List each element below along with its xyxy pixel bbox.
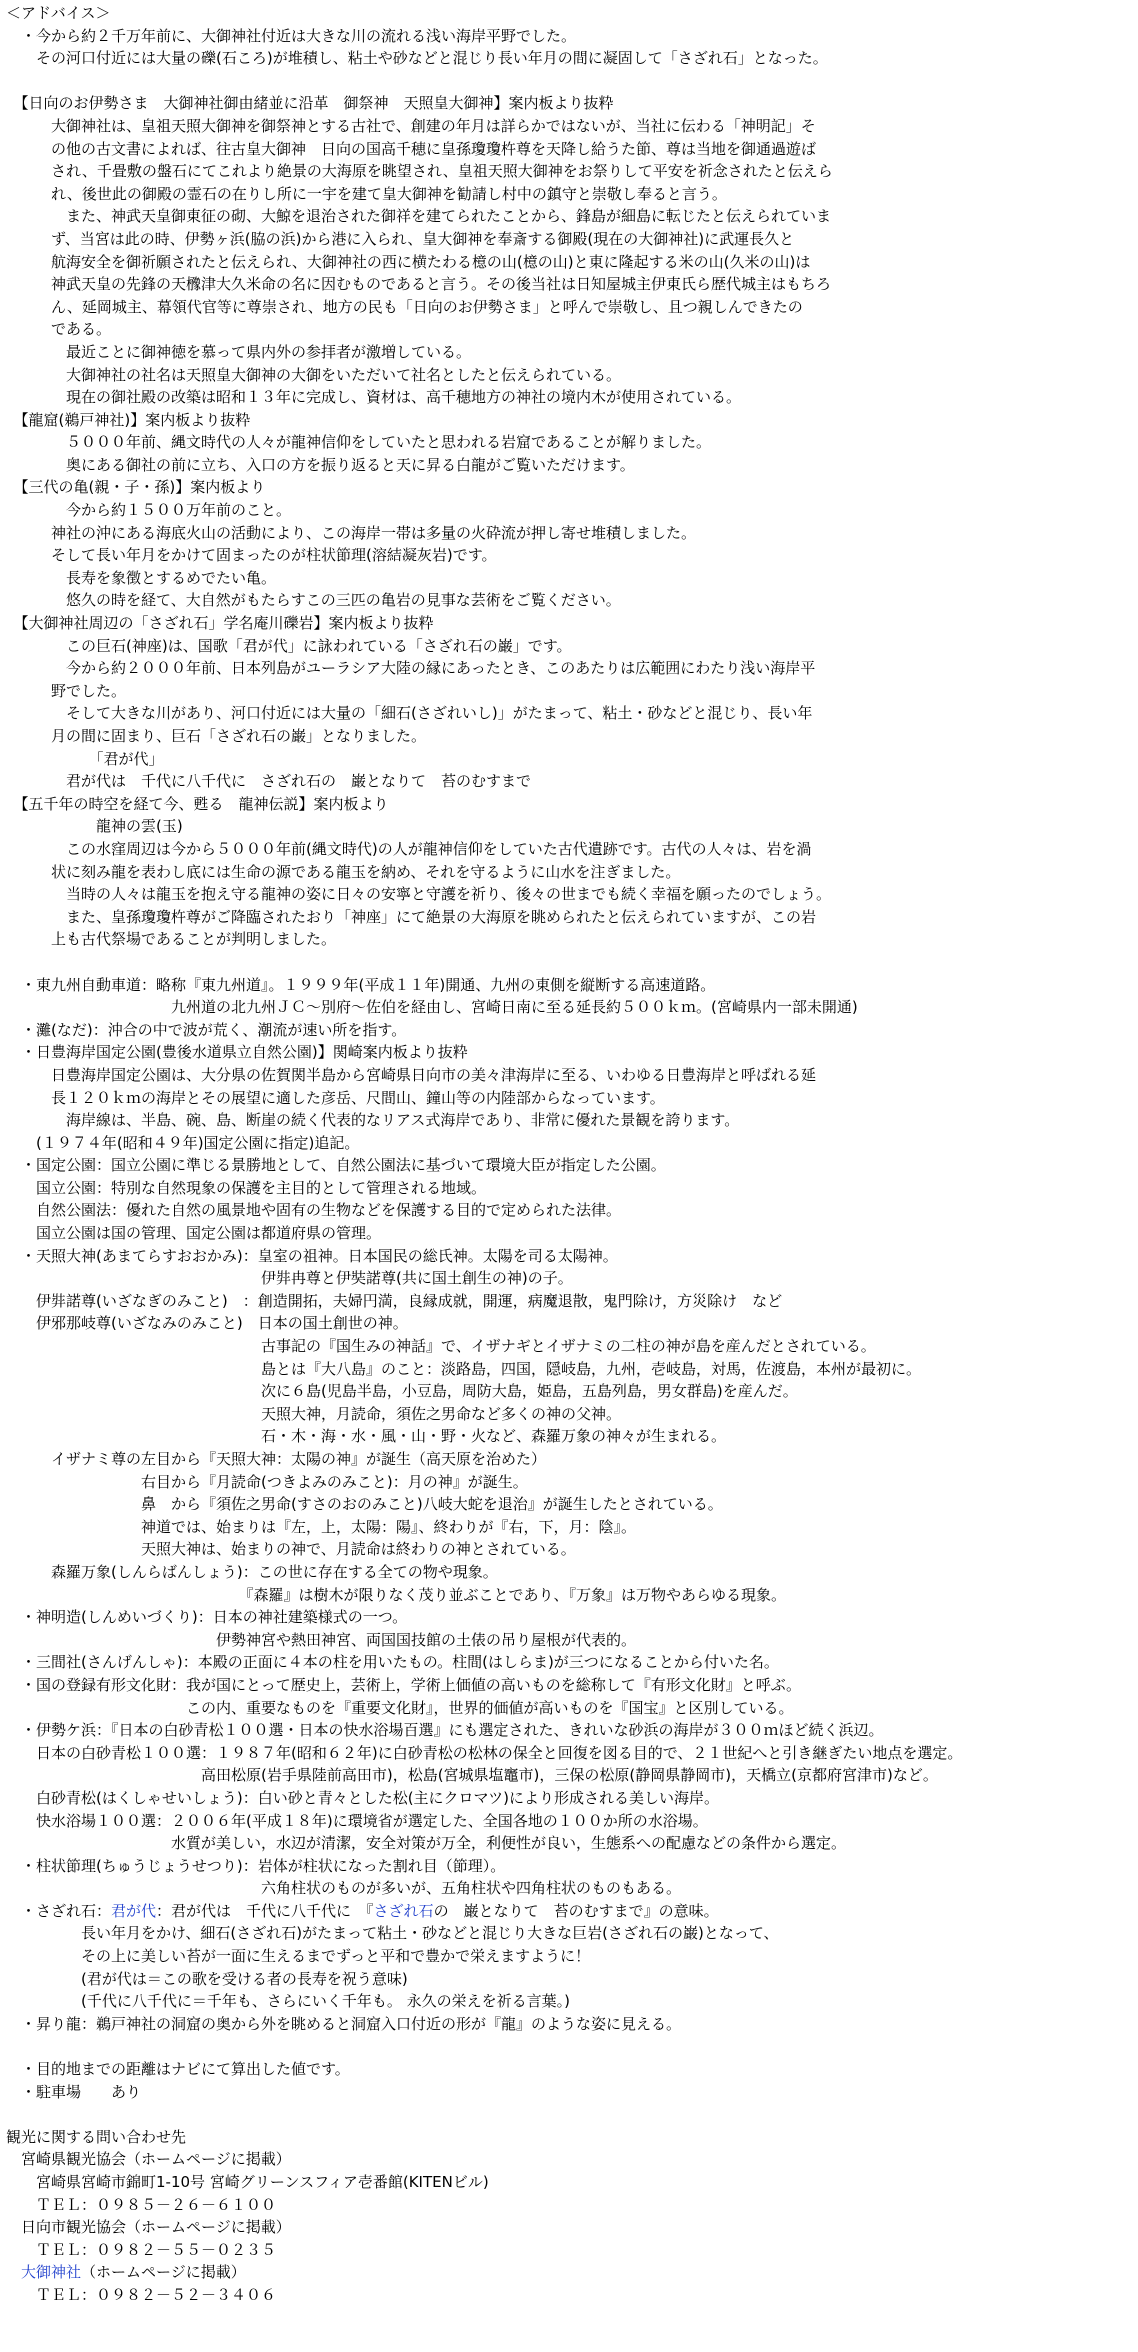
- text-line: 長１２０ｋｍの海岸とその展望に適した彦岳、尺間山、鐘山等の内陸部からなっています。: [6, 1088, 665, 1107]
- text-line: 君が代は 千代に八千代に さざれ石の 巌となりて 苔のむすまで: [6, 772, 532, 791]
- text-line: そして大きな川があり、河口付近には大量の「細石(さざれいし)」がたまって、粘土・砂などと混じり、長い年: [6, 704, 813, 723]
- indent: [6, 2263, 21, 2281]
- text-line: (１９７４年(昭和４９年)国定公園に指定)追記。: [6, 1133, 360, 1152]
- text-line: 伊弉諾尊(いざなぎのみこと) ：創造開拓，夫婦円満，良縁成就，開運，病魔退散，鬼門除け，方災除け など: [6, 1291, 783, 1310]
- text-line: 『森羅』は樹木が限りなく茂り並ぶことであり、『万象』は万物やあらゆる現象。: [6, 1585, 787, 1604]
- blank-line: [6, 2103, 1126, 2126]
- text-line: 島とは『大八島』のこと：淡路島，四国，隠岐島，九州，壱岐島，対馬，佐渡島，本州が最初に。: [6, 1359, 922, 1378]
- text-line: 神武天皇の先鋒の天櫲津大久米命の名に因むものであると言う。その後当社は日知屋城主伊東氏ら歴代城主はもちろ: [6, 275, 832, 294]
- text-line: また、皇孫瓊瓊杵尊がご降臨されたおり「神座」にて絶景の大海原を眺められたと伝えられていますが、この岩: [6, 907, 817, 926]
- text-line: 日豊海岸国定公園は、大分県の佐賀関半島から宮崎県日向市の美々津海岸に至る、いわゆる日豊海岸と呼ばれる延: [6, 1065, 817, 1084]
- text-line: 石・木・海・水・風・山・野・火など、森羅万象の神々が生まれる。: [6, 1427, 727, 1446]
- text-line: 現在の御社殿の改築は昭和１３年に完成し、資材は、高千穂地方の神社の境内木が使用されている。: [6, 388, 742, 407]
- text-line: 水質が美しい，水辺が清潔，安全対策が万全，利便性が良い，生態系への配慮などの条件から選定。: [6, 1834, 847, 1853]
- text-line: ＜アドバイス＞: [6, 4, 111, 22]
- text-line: 右目から『月読命(つきよみのみこと)：月の神』が誕生。: [6, 1472, 528, 1491]
- text-line: 奥にある御社の前に立ち、入口の方を振り返ると天に昇る白龍がご覧いただけます。: [6, 455, 635, 474]
- text-line: 森羅万象(しんらばんしょう)：この世に存在する全ての物や現象。: [6, 1562, 498, 1581]
- text-line: ・伊勢ケ浜：『日本の白砂青松１００選・日本の快水浴場百選』にも選定された、きれいな砂浜の海岸が３００ｍほど続く浜辺。: [6, 1721, 884, 1740]
- text-line: 大御神社の社名は天照皇大御神の大御をいただいて社名としたと伝えられている。: [6, 365, 622, 384]
- text-line: 国立公園：特別な自然現象の保護を主目的として管理される地域。: [6, 1178, 487, 1197]
- text-line: である。: [6, 320, 112, 339]
- text-line: (千代に八千代に＝千年も、さらにいく千年も。 永久の栄えを祈る言葉。): [6, 1992, 570, 2011]
- text-line: の他の古文書によれば、往古皇大御神 日向の国高千穂に皇孫瓊瓊杵尊を天降し給うた節、尊は当地を御通過遊ば: [6, 139, 817, 158]
- text-line: 【龍窟(鵜戸神社)】案内板より抜粋: [6, 410, 251, 429]
- text-line: ん、延岡城主、幕領代官等に尊崇され、地方の民も「日向のお伊勢さま」と呼んで崇敬し、且つ親しんできたの: [6, 297, 803, 316]
- blank-line: [6, 2035, 1126, 2058]
- text-line: ず、当宮は此の時、伊勢ヶ浜(脇の浜)から港に入られ、皇大御神を奉斎する御殿(現在の大御神社)に武運長久と: [6, 229, 795, 248]
- text-line: 日向市観光協会（ホームページに掲載）: [6, 2218, 291, 2237]
- text-line: ・駐車場 あり: [6, 2082, 142, 2101]
- text-line: 【五千年の時空を経て今、甦る 龍神伝説】案内板より: [6, 794, 389, 813]
- text-line: 大御神社は、皇祖天照大御神を御祭神とする古社で、創建の年月は詳らかではないが、当社に伝わる「神明記」そ: [6, 116, 816, 135]
- text-line: そして長い年月をかけて固まったのが柱状節理(溶結凝灰岩)です。: [6, 546, 497, 565]
- text-line: この水窪周辺は今から５０００年前(縄文時代)の人が龍神信仰をしていた古代遺跡です。古代の人々は、岩を渦: [6, 839, 812, 858]
- text-line: ・今から約２千万年前に、大御神社付近は大きな川の流れる浅い海岸平野でした。: [6, 26, 577, 45]
- text-line: ・柱状節理(ちゅうじょうせつり)：岩体が柱状になった割れ目（節理）。: [6, 1856, 506, 1875]
- text-line: この巨石(神座)は、国歌「君が代」に詠われている「さざれ石の巌」です。: [6, 636, 572, 655]
- text-line: 【三代の亀(親・子・孫)】案内板より: [6, 478, 266, 497]
- text-line: 龍神の雲(玉): [6, 817, 183, 836]
- text-line: イザナミ尊の左目から『天照大神：太陽の神』が誕生（高天原を治めた）: [6, 1450, 547, 1468]
- text-line: 月の間に固まり、巨石「さざれ石の巌」となりました。: [6, 727, 427, 745]
- blank-line: [6, 70, 1126, 93]
- text-line: 自然公園法：優れた自然の風景地や固有の生物などを保護する目的で定められた法律。: [6, 1201, 622, 1220]
- text-line: ５０００年前、縄文時代の人々が龍神信仰をしていたと思われる岩窟であることが解りました。: [6, 433, 712, 452]
- sazare-text-2: の 巌となりて 苔のむすまで』の意味。: [433, 1901, 719, 1920]
- text-line: その上に美しい苔が一面に生えるまでずっと平和で豊かで栄えますように！: [6, 1947, 591, 1966]
- text-line: ・灘(なだ)：沖合の中で波が荒く、潮流が速い所を指す。: [6, 1020, 407, 1039]
- omikami-shrine-link[interactable]: 大御神社: [21, 2263, 82, 2282]
- text-line: また、神武天皇御東征の砌、大鯨を退治された御祥を建てられたことから、鋒島が細島に転じたと伝えられていま: [6, 207, 832, 226]
- text-line: 状に刻み龍を表わし底には生命の源である龍玉を納め、それを守るように山水を注ぎました。: [6, 862, 681, 881]
- text-line: 今から約１５００万年前のこと。: [6, 501, 292, 520]
- sazare-ishi-highlight: さざれ石: [373, 1901, 434, 1920]
- omikami-shrine-contact: [6, 2261, 1126, 2284]
- text-line: 鼻 から『須佐之男命(すさのおのみこと)八岐大蛇を退治』が誕生したとされている。: [6, 1495, 723, 1514]
- sazare-ishi-entry: [6, 1900, 1126, 1923]
- text-line: ・日豊海岸国定公園(豊後水道県立自然公園)】関崎案内板より抜粋: [6, 1043, 468, 1062]
- text-line: 宮崎県観光協会（ホームページに掲載）: [6, 2150, 291, 2169]
- text-line: 最近ことに御神徳を慕って県内外の参拝者が激増している。: [6, 342, 472, 361]
- text-line: 快水浴場１００選：２００６年(平成１８年)に環境省が選定した、全国各地の１００か所の水浴場。: [6, 1811, 708, 1830]
- text-line: 神道では、始まりは『左，上，太陽：陽』、終わりが『右，下，月：陰』。: [6, 1517, 637, 1536]
- text-line: 観光に関する問い合わせ先: [6, 2127, 187, 2146]
- text-line: ・国の登録有形文化財：我が国にとって歴史上，芸術上，学術上価値の高いものを総称して『有形文化財』と呼ぶ。: [6, 1675, 802, 1694]
- text-line: 次に６島(児島半島，小豆島，周防大島，姫島，五島列島，男女群島)を産んだ。: [6, 1382, 798, 1401]
- text-line: 国立公園は国の管理、国定公園は都道府県の管理。: [6, 1224, 382, 1243]
- text-line: 伊勢神宮や熱田神宮、両国国技館の土俵の吊り屋根が代表的。: [6, 1630, 637, 1649]
- text-line: ・目的地までの距離はナビにて算出した値です。: [6, 2060, 350, 2079]
- text-line: ・天照大神(あまてらすおおかみ)：皇室の祖神。日本国民の総氏神。太陽を司る太陽神。: [6, 1246, 618, 1265]
- text-line: 航海安全を御祈願されたと伝えられ、大御神社の西に横たわる檍の山(檍の山)と東に隆起する米の山(久米の山)は: [6, 252, 811, 271]
- advice-document: [6, 2, 1126, 2307]
- shrine-contact-note: （ホームページに掲載）: [81, 2263, 246, 2282]
- text-line: ・三間社(さんげんしゃ)：本殿の正面に４本の柱を用いたもの。柱間(はしらま)が三つになることから付いた名。: [6, 1653, 779, 1672]
- text-line: 【大御神社周辺の「さざれ石」学名庵川礫岩】案内板より抜粋: [6, 614, 434, 633]
- text-line: 長寿を象徴とするめでたい亀。: [6, 568, 277, 587]
- text-line: この内、重要なものを『重要文化財』，世界的価値が高いものを『国宝』と区別している。: [6, 1698, 794, 1717]
- sazare-label: ・さざれ石：: [6, 1901, 112, 1920]
- text-line: ＴＥＬ：０９８５－２６－６１００: [6, 2195, 277, 2214]
- text-line: ・昇り龍：鵜戸神社の洞窟の奥から外を眺めると洞窟入口付近の形が『龍』のような姿に見える。: [6, 2014, 682, 2033]
- text-line: 白砂青松(はくしゃせいしょう)：白い砂と青々とした松(主にクロマツ)により形成される美しい海岸。: [6, 1788, 719, 1807]
- text-line: され、千畳敷の盤石にてこれより絶景の大海原を眺望され、皇祖天照大御神をお祭りして平安を祈念されたと伝えら: [6, 162, 833, 181]
- text-line: 悠久の時を経て、大自然がもたらすこの三匹の亀岩の見事な芸術をご覧ください。: [6, 591, 621, 610]
- text-line: 伊弉冉尊と伊奘諾尊(共に国土創生の神)の子。: [6, 1269, 573, 1288]
- text-line: (君が代は＝この歌を受ける者の長寿を祝う意味): [6, 1969, 408, 1988]
- text-line: 天照大神，月読命，須佐之男命など多くの神の父神。: [6, 1404, 622, 1423]
- sazare-text-1: ：君が代は 千代に八千代に 『: [156, 1901, 374, 1920]
- text-line: 日本の白砂青松１００選：１９８７年(昭和６２年)に白砂青松の松林の保全と回復を図る目的で、２１世紀へと引き継ぎたい地点を選定。: [6, 1743, 963, 1762]
- text-line: ・東九州自動車道：略称『東九州道』。１９９９年(平成１１年)開通、九州の東側を縦断する高速道路。: [6, 975, 716, 994]
- text-line: 宮崎県宮崎市錦町1-10号 宮崎グリーンスフィア壱番館(KITENビル): [6, 2173, 489, 2191]
- blank-line: [6, 951, 1126, 974]
- text-line: 野でした。: [6, 681, 127, 700]
- text-line: 九州道の北九州ＪＣ～別府～佐伯を経由し、宮崎日南に至る延長約５００ｋｍ。(宮崎県内一部未開通): [6, 998, 858, 1017]
- text-line: れ、後世此の御殿の霊石の在りし所に一宇を建て皇大御神を勧請し村中の鎮守と崇敬し奉ると言う。: [6, 184, 727, 203]
- text-line: 伊邪那岐尊(いざなみのみこと) 日本の国土創世の神。: [6, 1314, 408, 1333]
- text-line: ＴＥＬ：０９８２－５２－３４０６: [6, 2285, 277, 2304]
- text-line: 古事記の『国生みの神話』で、イザナギとイザナミの二柱の神が島を産んだとされている。: [6, 1337, 876, 1356]
- text-line: その河口付近には大量の礫(石ころ)が堆積し、粘土や砂などと混じり長い年月の間に凝固して「さざれ石」となった。: [6, 49, 828, 68]
- text-line: 長い年月をかけ、細石(さざれ石)がたまって粘土・砂などと混じり大きな巨岩(さざれ石の巌)となって、: [6, 1924, 779, 1943]
- text-line: 【日向のお伊勢さま 大御神社御由緒並に沿革 御祭神 天照皇大御神】案内板より抜粋: [6, 94, 614, 113]
- text-line: 天照大神は、始まりの神で、月読命は終わりの神とされている。: [6, 1540, 576, 1559]
- text-line: 高田松原(岩手県陸前高田市)，松島(宮城県塩竈市)，三保の松原(静岡県静岡市)，天橋立(京都府宮津市)など。: [6, 1766, 938, 1785]
- text-line: 当時の人々は龍玉を抱え守る龍神の姿に日々の安寧と守護を祈り、後々の世までも続く幸福を願ったのでしょう。: [6, 885, 832, 904]
- text-line: ・神明造(しんめいづくり)：日本の神社建築様式の一つ。: [6, 1608, 408, 1627]
- text-line: ＴＥＬ：０９８２－５５－０２３５: [6, 2240, 277, 2259]
- text-line: 今から約２０００年前、日本列島がユーラシア大陸の縁にあったとき、このあたりは広範囲にわたり浅い海岸平: [6, 659, 816, 678]
- text-line: 「君が代」: [6, 749, 164, 768]
- kimigayo-link[interactable]: 君が代: [111, 1901, 157, 1920]
- text-line: 神社の沖にある海底火山の活動により、この海岸一帯は多量の火砕流が押し寄せ堆積しました。: [6, 523, 697, 542]
- text-line: 六角柱状のものが多いが、五角柱状や四角柱状のものもある。: [6, 1879, 682, 1898]
- text-line: 上も古代祭場であることが判明しました。: [6, 930, 337, 949]
- text-line: ・国定公園：国立公園に準じる景勝地として、自然公園法に基づいて環境大臣が指定した公園。: [6, 1156, 666, 1175]
- text-line: 海岸線は、半島、碗、島、断崖の続く代表的なリアス式海岸であり、非常に優れた景観を誇ります。: [6, 1111, 740, 1130]
